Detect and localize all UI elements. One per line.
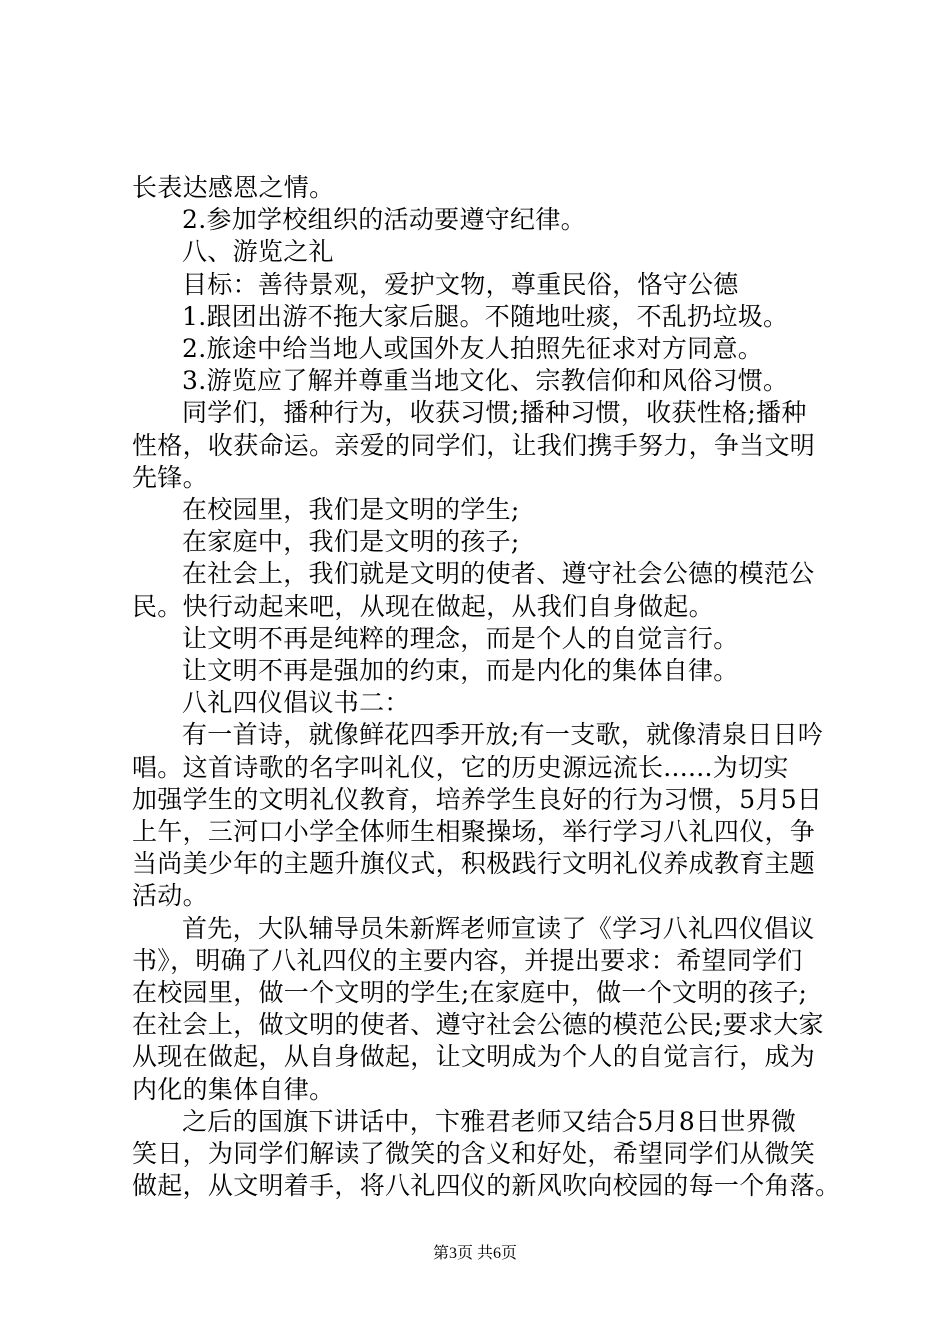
text-line: 首先，大队辅导员朱新辉老师宣读了《学习八礼四仪倡议 xyxy=(182,913,815,943)
text-line: 目标：善待景观，爱护文物，尊重民俗，恪守公德 xyxy=(182,269,739,299)
text-line: 活动。 xyxy=(132,881,208,911)
text-line: 2.参加学校组织的活动要遵守纪律。 xyxy=(182,205,586,235)
text-line: 八、游览之礼 xyxy=(182,237,334,267)
page-footer: 第3页 共6页 xyxy=(432,1245,517,1262)
text-line: 上午，三河口小学全体师生相聚操场，举行学习八礼四仪，争 xyxy=(132,817,816,847)
text-line: 在家庭中，我们是文明的孩子; xyxy=(182,527,520,557)
text-line: 先锋。 xyxy=(132,462,208,492)
text-line: 同学们，播种行为，收获习惯;播种习惯，收获性格;播种 xyxy=(182,398,807,428)
text-line: 当尚美少年的主题升旗仪式，积极践行文明礼仪养成教育主题 xyxy=(132,849,816,879)
text-line: 笑日，为同学们解读了微笑的含义和好处，希望同学们从微笑 xyxy=(132,1139,816,1169)
text-line: 性格，收获命运。亲爱的同学们，让我们携手努力，争当文明 xyxy=(132,430,816,460)
text-line: 在校园里，我们是文明的学生; xyxy=(182,495,520,525)
text-line: 加强学生的文明礼仪教育，培养学生良好的行为习惯，5月5日 xyxy=(132,784,823,814)
text-line: 让文明不再是纯粹的理念，而是个人的自觉言行。 xyxy=(182,623,739,653)
text-line: 让文明不再是强加的约束，而是内化的集体自律。 xyxy=(182,656,739,686)
text-line: 2.旅途中给当地人或国外友人拍照先征求对方同意。 xyxy=(182,334,764,364)
text-line: 在社会上，我们就是文明的使者、遵守社会公德的模范公 xyxy=(182,559,815,589)
text-line: 在校园里，做一个文明的学生;在家庭中，做一个文明的孩子; xyxy=(132,978,808,1008)
text-line: 书》，明确了八礼四仪的主要内容，并提出要求：希望同学们 xyxy=(132,945,803,975)
text-line: 之后的国旗下讲话中，卞雅君老师又结合5月8日世界微 xyxy=(182,1106,797,1136)
text-line: 1.跟团出游不拖大家后腿。不随地吐痰，不乱扔垃圾。 xyxy=(182,301,789,331)
text-line: 3.游览应了解并尊重当地文化、宗教信仰和风俗习惯。 xyxy=(182,366,789,396)
text-line: 八礼四仪倡议书二： xyxy=(182,688,410,718)
text-line: 做起，从文明着手，将八礼四仪的新风吹向校园的每一个角落。 xyxy=(132,1171,841,1201)
text-line: 从现在做起，从自身做起，让文明成为个人的自觉言行，成为 xyxy=(132,1042,816,1072)
document-body xyxy=(132,172,841,1203)
text-line: 长表达感恩之情。 xyxy=(132,173,335,202)
text-line: 有一首诗，就像鲜花四季开放;有一支歌，就像清泉日日吟 xyxy=(182,720,824,750)
text-line: 在社会上，做文明的使者、遵守社会公德的模范公民;要求大家 xyxy=(132,1010,824,1040)
text-line: 唱。这首诗歌的名字叫礼仪，它的历史源远流长......为切实 xyxy=(132,752,789,782)
text-line: 民。快行动起来吧，从现在做起，从我们自身做起。 xyxy=(132,591,714,621)
text-line: 内化的集体自律。 xyxy=(132,1074,335,1104)
